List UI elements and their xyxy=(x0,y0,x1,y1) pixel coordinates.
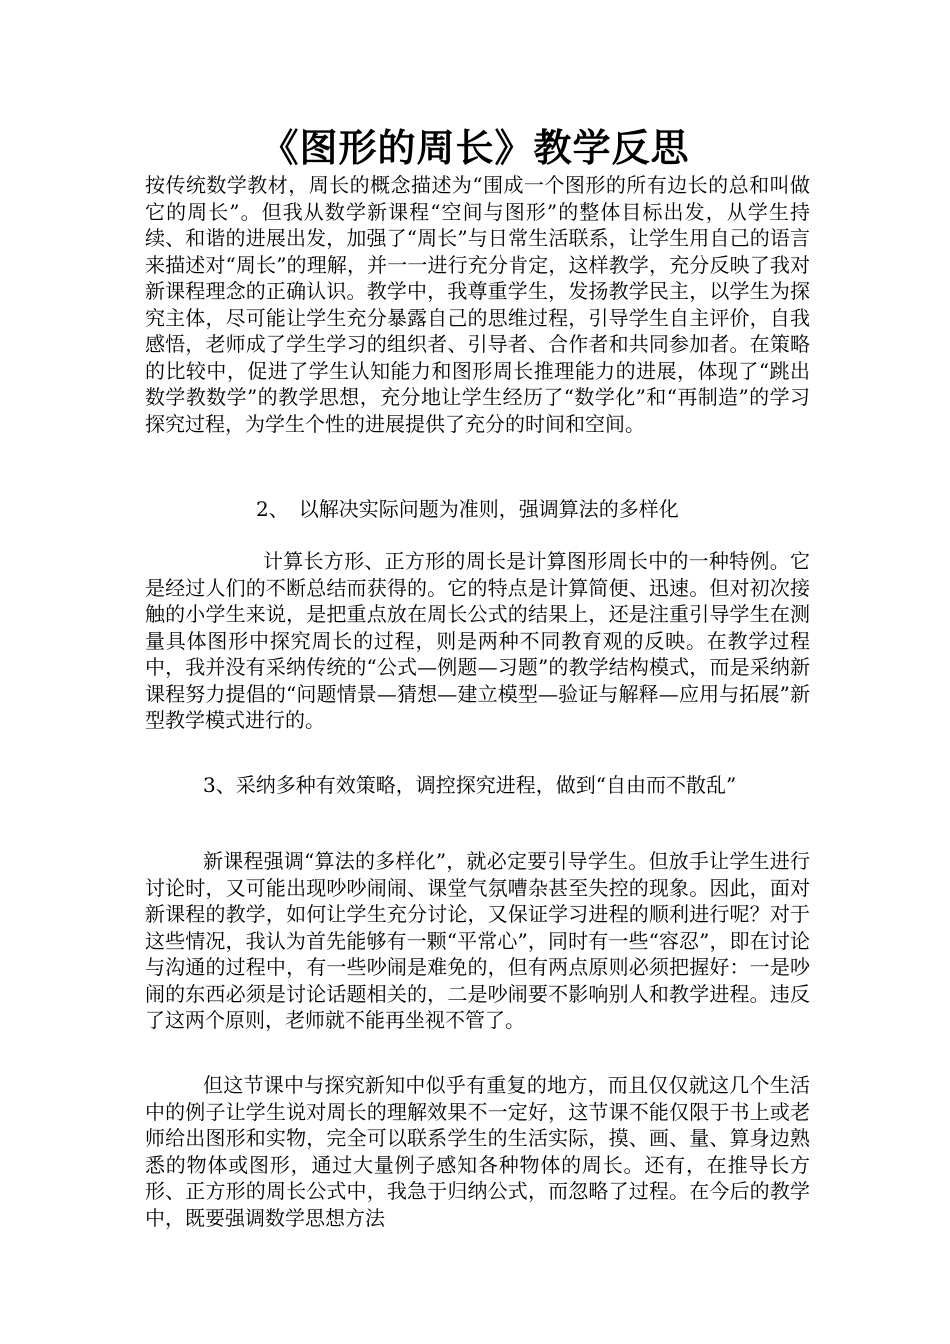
section-heading-3: 3、采纳多种有效策略，调控探究进程，做到“自由而不散乱” xyxy=(203,773,737,797)
document-title: 《图形的周长》教学反思 xyxy=(260,126,690,170)
paragraph-concept-of-perimeter: 按传统数学教材，周长的概念描述为“围成一个图形的所有边长的总和叫做它的周长”。但我从数学新课程“空间与图形”的整体目标出发，从学生持续、和谐的进展出发，加强了“周长”与日常生活联系，让学生用自己的语言来描述对“周长”的理解，并一一进行充分肯定，这样教学，充分反映了我对新课程理念的正确认识。教学中，我尊重学生，发扬教学民主，以学生为探究主体，尽可能让学生充分暴露自己的思维过程，引导学生自主评价，自我感悟，老师成了学生学习的组织者、引导者、合作者和共同参加者。在策略的比较中，促进了学生认知能力和图形周长推理能力的进展，体现了“跳出数学教数学”的教学思想，充分地让学生经历了“数学化”和“再制造”的学习探究过程，为学生个性的进展提供了充分的时间和空间。 xyxy=(145,173,810,436)
paragraph-reflection: 但这节课中与探究新知中似乎有重复的地方，而且仅仅就这几个生活中的例子让学生说对周长的理解效果不一定好，这节课不能仅限于书上或老师给出图形和实物，完全可以联系学生的生活实际，摸、画、量、算身边熟悉的物体或图形，通过大量例子感知各种物体的周长。还有，在推导长方形、正方形的周长公式中，我急于归纳公式，而忽略了过程。在今后的教学中，既要强调数学思想方法 xyxy=(145,1073,810,1230)
paragraph-classroom-discussion: 新课程强调“算法的多样化”，就必定要引导学生。但放手让学生进行讨论时，又可能出现吵吵闹闹、课堂气氛嘈杂甚至失控的现象。因此，面对新课程的教学，如何让学生充分讨论，又保证学习进程的顺利进行呢？对于这些情况，我认为首先能够有一颗“平常心”，同时有一些“容忍”，即在讨论与沟通的过程中，有一些吵闹是难免的，但有两点原则必须把握好：一是吵闹的东西必须是讨论话题相关的，二是吵闹要不影响别人和教学进程。违反了这两个原则，老师就不能再坐视不管了。 xyxy=(145,849,810,1032)
paragraph-perimeter-formula: 计算长方形、正方形的周长是计算图形周长中的一种特例。它是经过人们的不断总结而获得的。它的特点是计算简便、迅速。但对初次接触的小学生来说，是把重点放在周长公式的结果上，还是注重引导学生在测量具体图形中探究周长的过程，则是两种不同教育观的反映。在教学过程中，我并没有采纳传统的“公式—例题—习题”的教学结构模式，而是采纳新课程努力提倡的“问题情景—猜想—建立模型—验证与解释—应用与拓展”新型教学模式进行的。 xyxy=(145,549,810,732)
section-heading-2: 2、 以解决实际问题为准则，强调算法的多样化 xyxy=(256,497,679,521)
